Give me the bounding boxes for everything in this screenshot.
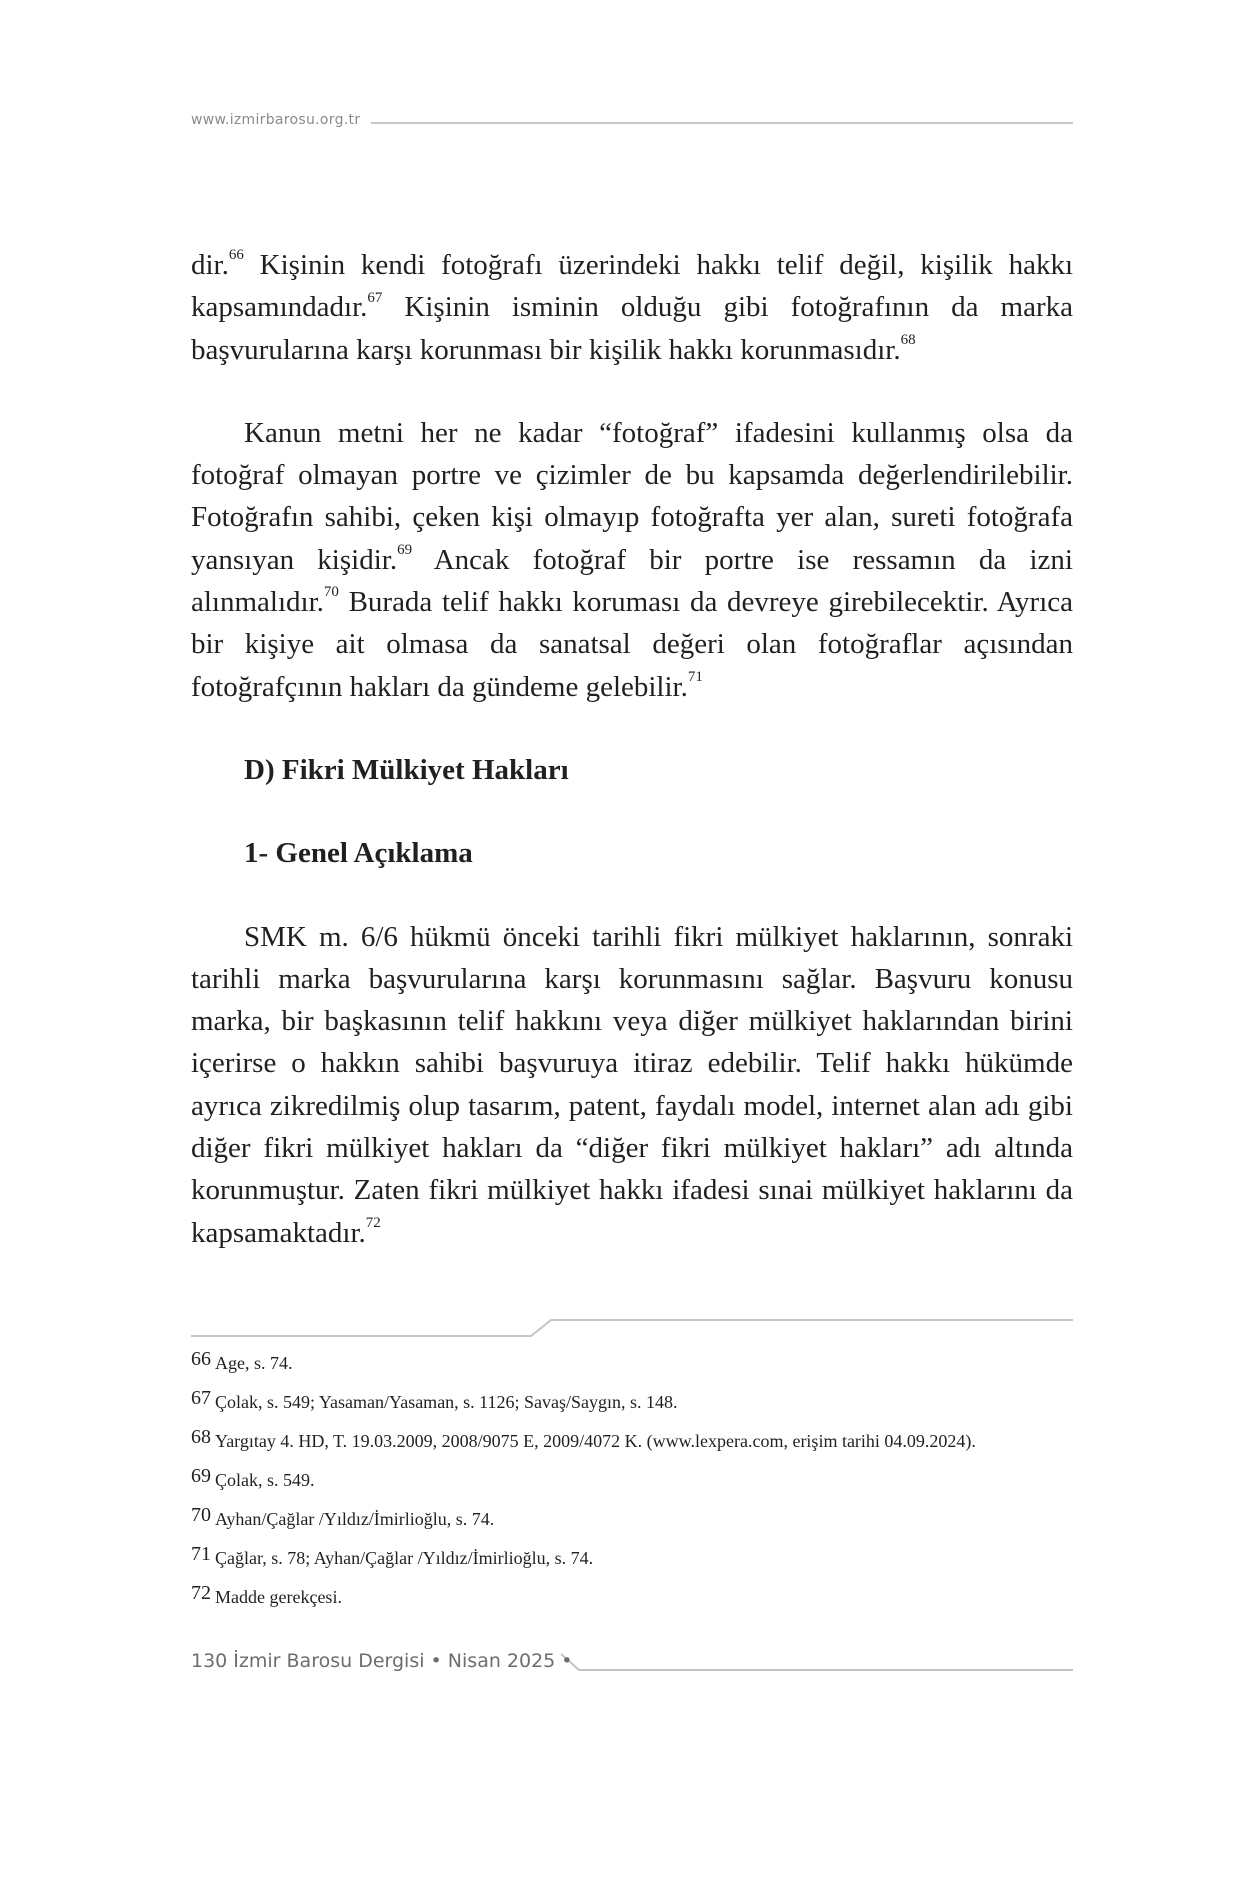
footnote-ref-70: 70 xyxy=(323,584,339,601)
footnote-ref-72: 72 xyxy=(365,1214,381,1231)
footnote-70: 70 Ayhan/Çağlar /Yıldız/İmirlioğlu, s. 74. xyxy=(191,1504,495,1529)
footnote-ref-66: 66 xyxy=(228,247,244,264)
footer-text: 130 İzmir Barosu Dergisi • Nisan 2025 • xyxy=(191,1650,573,1672)
footnotes xyxy=(191,1350,1073,1623)
page-header xyxy=(191,112,1073,136)
page-footer xyxy=(191,1650,1073,1680)
subsection-heading: 1- Genel Açıklama xyxy=(244,837,473,870)
footnote-72: 72 Madde gerekçesi. xyxy=(191,1582,342,1607)
footnote-ref-67: 67 xyxy=(367,289,383,306)
paragraph-2: Kanun metni her ne kadar “fotoğraf” ifadesini kullanmış olsa da fotoğraf olmayan portre ve çizimler de bu kapsamda değerlendirilebilir. Fotoğrafın sahibi, çeken kişi olmayıp fotoğrafta yer alan, sureti fotoğrafa yansıyan kişidir.$^{69}$ Ancak fotoğraf bir portre ise ressamın da izni alınmalıdır.$^{70}$ Burada telif hakkı koruması da devreye girebilecektir. Ayrıca bir kişiye ait olmasa da sanatsal değeri olan fotoğraflar açısından fotoğrafçının hakları da gündeme gelebilir.$^{71}$ xyxy=(191,416,1073,703)
body-text xyxy=(191,244,1073,1254)
paragraph-3: SMK m. 6/6 hükmü önceki tarihli fikri mülkiyet haklarının, sonraki tarihli marka başvurularına karşı korunmasını sağlar. Başvuru konusu marka, bir başkasının telif hakkını veya diğer mülkiyet haklarından birini içerirse o hakkın sahibi başvuruya itiraz edebilir. Telif hakkı hükümde ayrıca zikredilmiş olup tasarım, patent, faydalı model, internet alan adı gibi diğer fikri mülkiyet hakları da “diğer fikri mülkiyet hakları” adı altında korunmuştur. Zaten fikri mülkiyet hakkı ifadesi sınai mülkiyet haklarını da kapsamaktadır.$^{72}$ xyxy=(191,920,1073,1249)
footnote-ref-68: 68 xyxy=(900,331,916,348)
footnote-ref-69: 69 xyxy=(397,542,413,559)
section-heading: D) Fikri Mülkiyet Hakları xyxy=(244,753,569,786)
header-rule xyxy=(371,122,1073,124)
paragraph-1: dir.$^{66}$ Kişinin kendi fotoğrafı üzerindeki hakkı telif değil, kişilik hakkı kapsamındadır.$^{67}$ Kişinin isminin olduğu gibi fotoğrafının da marka başvurularına karşı korunması bir kişilik hakkı korunmasıdır.$^{68}$ xyxy=(191,247,1073,366)
footnote-66: 66 Age, s. 74. xyxy=(191,1348,293,1373)
footnote-ref-71: 71 xyxy=(687,669,703,686)
header-url: www.izmirbarosu.org.tr xyxy=(191,112,364,128)
footnote-68: 68 Yargıtay 4. HD, T. 19.03.2009, 2008/9075 E, 2009/4072 K. (www.lexpera.com, erişim tarihi 04.09.2024). xyxy=(191,1426,976,1451)
footnote-71: 71 Çağlar, s. 78; Ayhan/Çağlar /Yıldız/İmirlioğlu, s. 74. xyxy=(191,1543,594,1568)
footnote-rule xyxy=(191,1318,1073,1338)
footnote-69: 69 Çolak, s. 549. xyxy=(191,1465,315,1490)
footnote-67: 67 Çolak, s. 549; Yasaman/Yasaman, s. 1126; Savaş/Saygın, s. 148. xyxy=(191,1387,678,1412)
